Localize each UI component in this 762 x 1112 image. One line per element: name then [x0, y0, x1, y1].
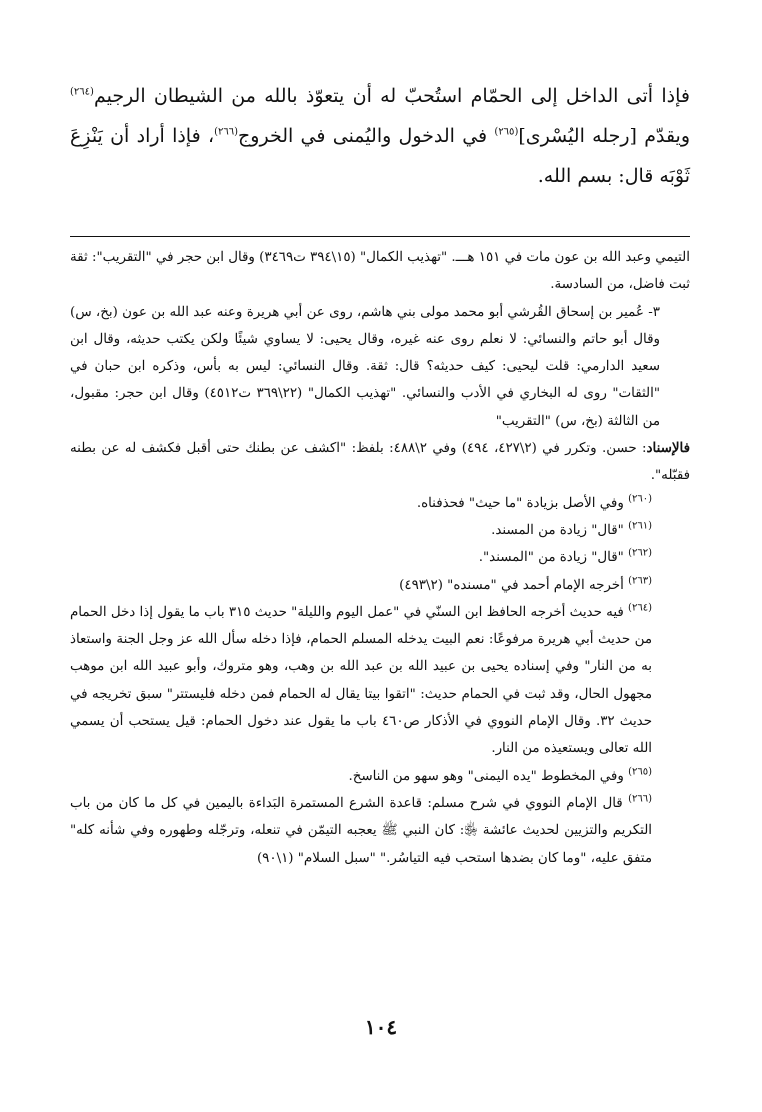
footnote-separator-rule	[70, 236, 690, 237]
isnad-text: : حسن. وتكرر في (٢\٤٢٧، ٤٩٤) وفي ٢\٤٨٨: بلفظ: "اكشف عن بطنك حتى أقبل فكشف له عن بطنه فقبّله".	[70, 441, 690, 484]
main-paragraph	[70, 76, 690, 196]
main-line-2a: ويقدّم [رجله اليُسْرى]	[518, 125, 691, 147]
footnote-text: "قال" زيادة من "المسند".	[478, 550, 629, 566]
footnote-number: (٢٦٣)	[628, 575, 652, 587]
footnote-ref-266: (٢٦٦)	[214, 126, 239, 138]
main-line-1: فإذا أتى الداخل إلى الحمّام استُحبّ له أن يتعوّذ بالله من الشيطان الرجيم	[93, 85, 690, 107]
footnote-number: (٢٦٤)	[628, 602, 652, 614]
footnote-number: (٢٦٦)	[628, 793, 652, 805]
footnote-text: وفي المخطوط "يده اليمنى" وهو سهو من الناسخ.	[348, 768, 629, 784]
footnote-ref-264: (٢٦٤)	[70, 86, 94, 98]
page-number: ١٠٤	[364, 1015, 398, 1039]
footnote-number: (٢٦٠)	[628, 493, 652, 505]
footnote-continuation: التيمي وعبد الله بن عون مات في ١٥١ هـــ. "تهذيب الكمال" (١٥\٣٩٤ ت٣٤٦٩) وقال ابن حجر في "التقريب": ثقة ثبت فاضل، من السادسة.	[70, 250, 690, 293]
footnote-260	[70, 490, 690, 517]
footnote-text: فيه حديث أخرجه الحافظ ابن السنّي في "عمل اليوم والليلة" حديث ٣١٥ باب ما يقول إذا دخل الحمام من حديث أبي هريرة مرفوعًا: نعم البيت يدخله المسلم الحمام، فإذا دخله سأل الله عز وجل الجنة واستعاذ به من النار" وفي إسناده يحيى بن عبيد الله بن عبد الله بن وهب، وهو متروك، وأبو عبيد الله ابن موهب مجهول الحال، وقد ثبت في الحمام حديث: "اتقوا بيتا يقال له الحمام فمن دخله فليستتر" سبق تخريجه في حديث ٣٢. وقال الإمام النووي في الأذكار ص٤٦٠ باب ما يقول عند دخول الحمام: قيل يستحب أن يسمي الله تعالى ويستعيذه من النار.	[70, 604, 652, 757]
main-line-2c: ، فإذا أراد أن يَنْزِعَ ثَوْبَه قال: بسم الله.	[70, 125, 690, 187]
footnote-264	[70, 599, 690, 763]
footnote-text: "قال" زيادة من المسند.	[491, 522, 629, 538]
footnote-number: (٢٦٥)	[628, 766, 652, 778]
footnote-263	[70, 572, 690, 599]
footnote-number: (٢٦٢)	[628, 547, 652, 559]
footnote-item-3: ٣- عُمير بن إسحاق القُرشي أبو محمد مولى بني هاشم، روى عن أبي هريرة وعنه عبد الله بن عون (بخ، س) وقال أبو حاتم والنسائي: لا نعلم روى عنه غيره، وقال يحيى: لا يساوي شيئًا ولكن يكتب حديثه، وقال ابن سعيد الدارمي: قلت ليحيى: كيف حديثه؟ قال: ثقة. وقال النسائي: ليس به بأس، وذكره ابن حبان في "الثقات" روى له البخاري في الأدب والنسائي. "تهذيب الكمال" (٢٢\٣٦٩ ت٤٥١٢) وقال ابن حجر: مقبول، من الثالثة (بخ، س) "التقريب"	[70, 304, 660, 429]
footnote-text: أخرجه الإمام أحمد في "مسنده" (٢\٤٩٣)	[399, 577, 629, 593]
footnote-isnad	[70, 435, 690, 490]
main-text-block	[70, 76, 690, 196]
footnote-265	[70, 763, 690, 790]
footnotes-block	[70, 244, 690, 872]
footnote-261	[70, 517, 690, 544]
footnote-text: قال الإمام النووي في شرح مسلم: قاعدة الشرع المستمرة البَداءة باليمين في كل ما كان من باب التكريم والتزيين لحديث عائشة ﵂: كان النبي ﷺ يعجبه التيمّن في تنعله، وترجّله وطهوره وفي شأنه كله" متفق عليه، "وما كان بضدها استحب فيه التياسُر." "سبل السلام" (١\٩٠)	[70, 795, 652, 866]
isnad-label: فالإسناد	[646, 440, 690, 457]
footnote-text: وفي الأصل بزيادة "ما حيث" فحذفناه.	[416, 495, 629, 511]
footnote-262	[70, 544, 690, 571]
footnote-266	[70, 790, 690, 872]
main-line-2b: في الدخول واليُمنى في الخروج	[238, 125, 495, 147]
footnote-number: (٢٦١)	[628, 520, 652, 532]
footnote-ref-265: (٢٦٥)	[494, 126, 519, 138]
